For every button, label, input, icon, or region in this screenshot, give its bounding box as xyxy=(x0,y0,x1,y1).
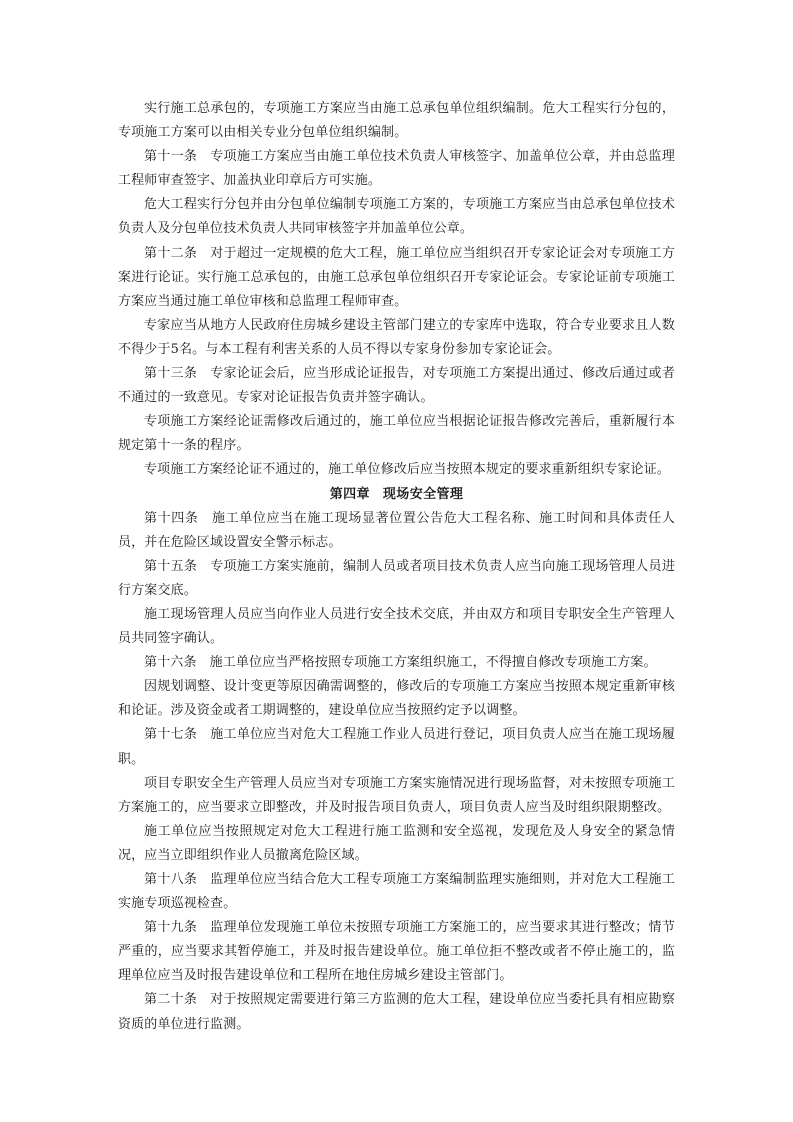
article-text: 专项施工方案实施前，编制人员或者项目技术负责人应当向施工现场管理人员进行方案交底。 xyxy=(118,558,675,598)
article-paragraph xyxy=(118,555,675,603)
paragraph: 专项施工方案经论证不通过的，施工单位修改后应当按照本规定的要求重新组织专家论证。 xyxy=(144,462,671,478)
paragraph: 施工现场管理人员应当向作业人员进行安全技术交底，并由双方和项目专职安全生产管理人员共同签字确认。 xyxy=(118,606,675,647)
article-number: 第十六条 xyxy=(144,655,197,671)
article-number: 第十五条 xyxy=(144,558,198,574)
article-text: 监理单位应当结合危大工程专项施工方案编制监理实施细则，并对危大工程施工实施专项巡视检查。 xyxy=(118,872,675,912)
article-paragraph xyxy=(118,868,675,916)
chapter-heading xyxy=(118,483,675,507)
article-paragraph xyxy=(118,651,675,675)
article-number: 第十二条 xyxy=(144,245,198,261)
article-text: 专项施工方案应当由施工单位技术负责人审核签字、加盖单位公章，并由总监理工程师审查签字、加盖执业印章后方可实施。 xyxy=(118,149,675,189)
paragraph: 项目专职安全生产管理人员应当对专项施工方案实施情况进行现场监督，对未按照专项施工方案施工的，应当要求立即整改，并及时报告项目负责人，项目负责人应当及时组织限期整改。 xyxy=(118,775,675,815)
article-text: 监理单位发现施工单位未按照专项施工方案施工的，应当要求其进行整改；情节严重的，应当要求其暂停施工，并及时报告建设单位。施工单位拒不整改或者不停止施工的，监理单位应当及时报告建设单位和工程所在地住房城乡建设主管部门。 xyxy=(118,920,675,984)
article-paragraph xyxy=(118,242,675,314)
paragraph: 专家应当从地方人民政府住房城乡建设主管部门建立的专家库中选取，符合专业要求且人数不得少于5名。与本工程有利害关系的人员不得以专家身份参加专家论证会。 xyxy=(118,317,675,357)
article-text: 施工单位应当对危大工程施工作业人员进行登记，项目负责人应当在施工现场履职。 xyxy=(118,727,675,767)
article-paragraph xyxy=(118,988,675,1036)
article-text: 对于按照规定需要进行第三方监测的危大工程，建设单位应当委托具有相应勘察资质的单位进行监测。 xyxy=(118,992,675,1032)
article-text: 专家论证会后，应当形成论证报告，对专项施工方案提出通过、修改后通过或者不通过的一致意见。专家对论证报告负责并签字确认。 xyxy=(118,366,675,406)
paragraph: 专项施工方案经论证需修改后通过的，施工单位应当根据论证报告修改完善后，重新履行本规定第十一条的程序。 xyxy=(118,414,675,454)
article-number: 第十三条 xyxy=(144,366,198,382)
article-text: 施工单位应当在施工现场显著位置公告危大工程名称、施工时间和具体责任人员，并在危险区域设置安全警示标志。 xyxy=(118,510,675,550)
document-body xyxy=(118,97,675,1037)
article-paragraph xyxy=(118,916,675,988)
article-number: 第十七条 xyxy=(144,727,198,743)
article-paragraph xyxy=(118,145,675,193)
article-number: 第十九条 xyxy=(144,920,198,936)
paragraph: 危大工程实行分包并由分包单位编制专项施工方案的，专项施工方案应当由总承包单位技术负责人及分包单位技术负责人共同审核签字并加盖单位公章。 xyxy=(118,197,675,237)
paragraph: 实行施工总承包的，专项施工方案应当由施工总承包单位组织编制。危大工程实行分包的，专项施工方案可以由相关专业分包单位组织编制。 xyxy=(118,101,675,141)
article-text: 施工单位应当严格按照专项施工方案组织施工，不得擅自修改专项施工方案。 xyxy=(209,655,657,671)
article-paragraph xyxy=(118,507,675,555)
article-text: 对于超过一定规模的危大工程，施工单位应当组织召开专家论证会对专项施工方案进行论证。实行施工总承包的，由施工总承包单位组织召开专家论证会。专家论证前专项施工方案应当通过施工单位审核和总监理工程师审查。 xyxy=(118,245,675,309)
article-number: 第十八条 xyxy=(144,872,198,887)
article-number: 第十一条 xyxy=(144,149,198,165)
paragraph: 因规划调整、设计变更等原因确需调整的，修改后的专项施工方案应当按照本规定重新审核和论证。涉及资金或者工期调整的，建设单位应当按照约定予以调整。 xyxy=(118,679,675,719)
chapter-title: 现场安全管理 xyxy=(382,486,464,502)
article-number: 第二十条 xyxy=(144,992,198,1008)
paragraph: 施工单位应当按照规定对危大工程进行施工监测和安全巡视，发现危及人身安全的紧急情况，应当立即组织作业人员撤离危险区域。 xyxy=(118,823,675,863)
article-paragraph xyxy=(118,362,675,410)
article-paragraph xyxy=(118,723,675,771)
article-number: 第十四条 xyxy=(144,510,199,526)
chapter-number: 第四章 xyxy=(329,486,370,502)
